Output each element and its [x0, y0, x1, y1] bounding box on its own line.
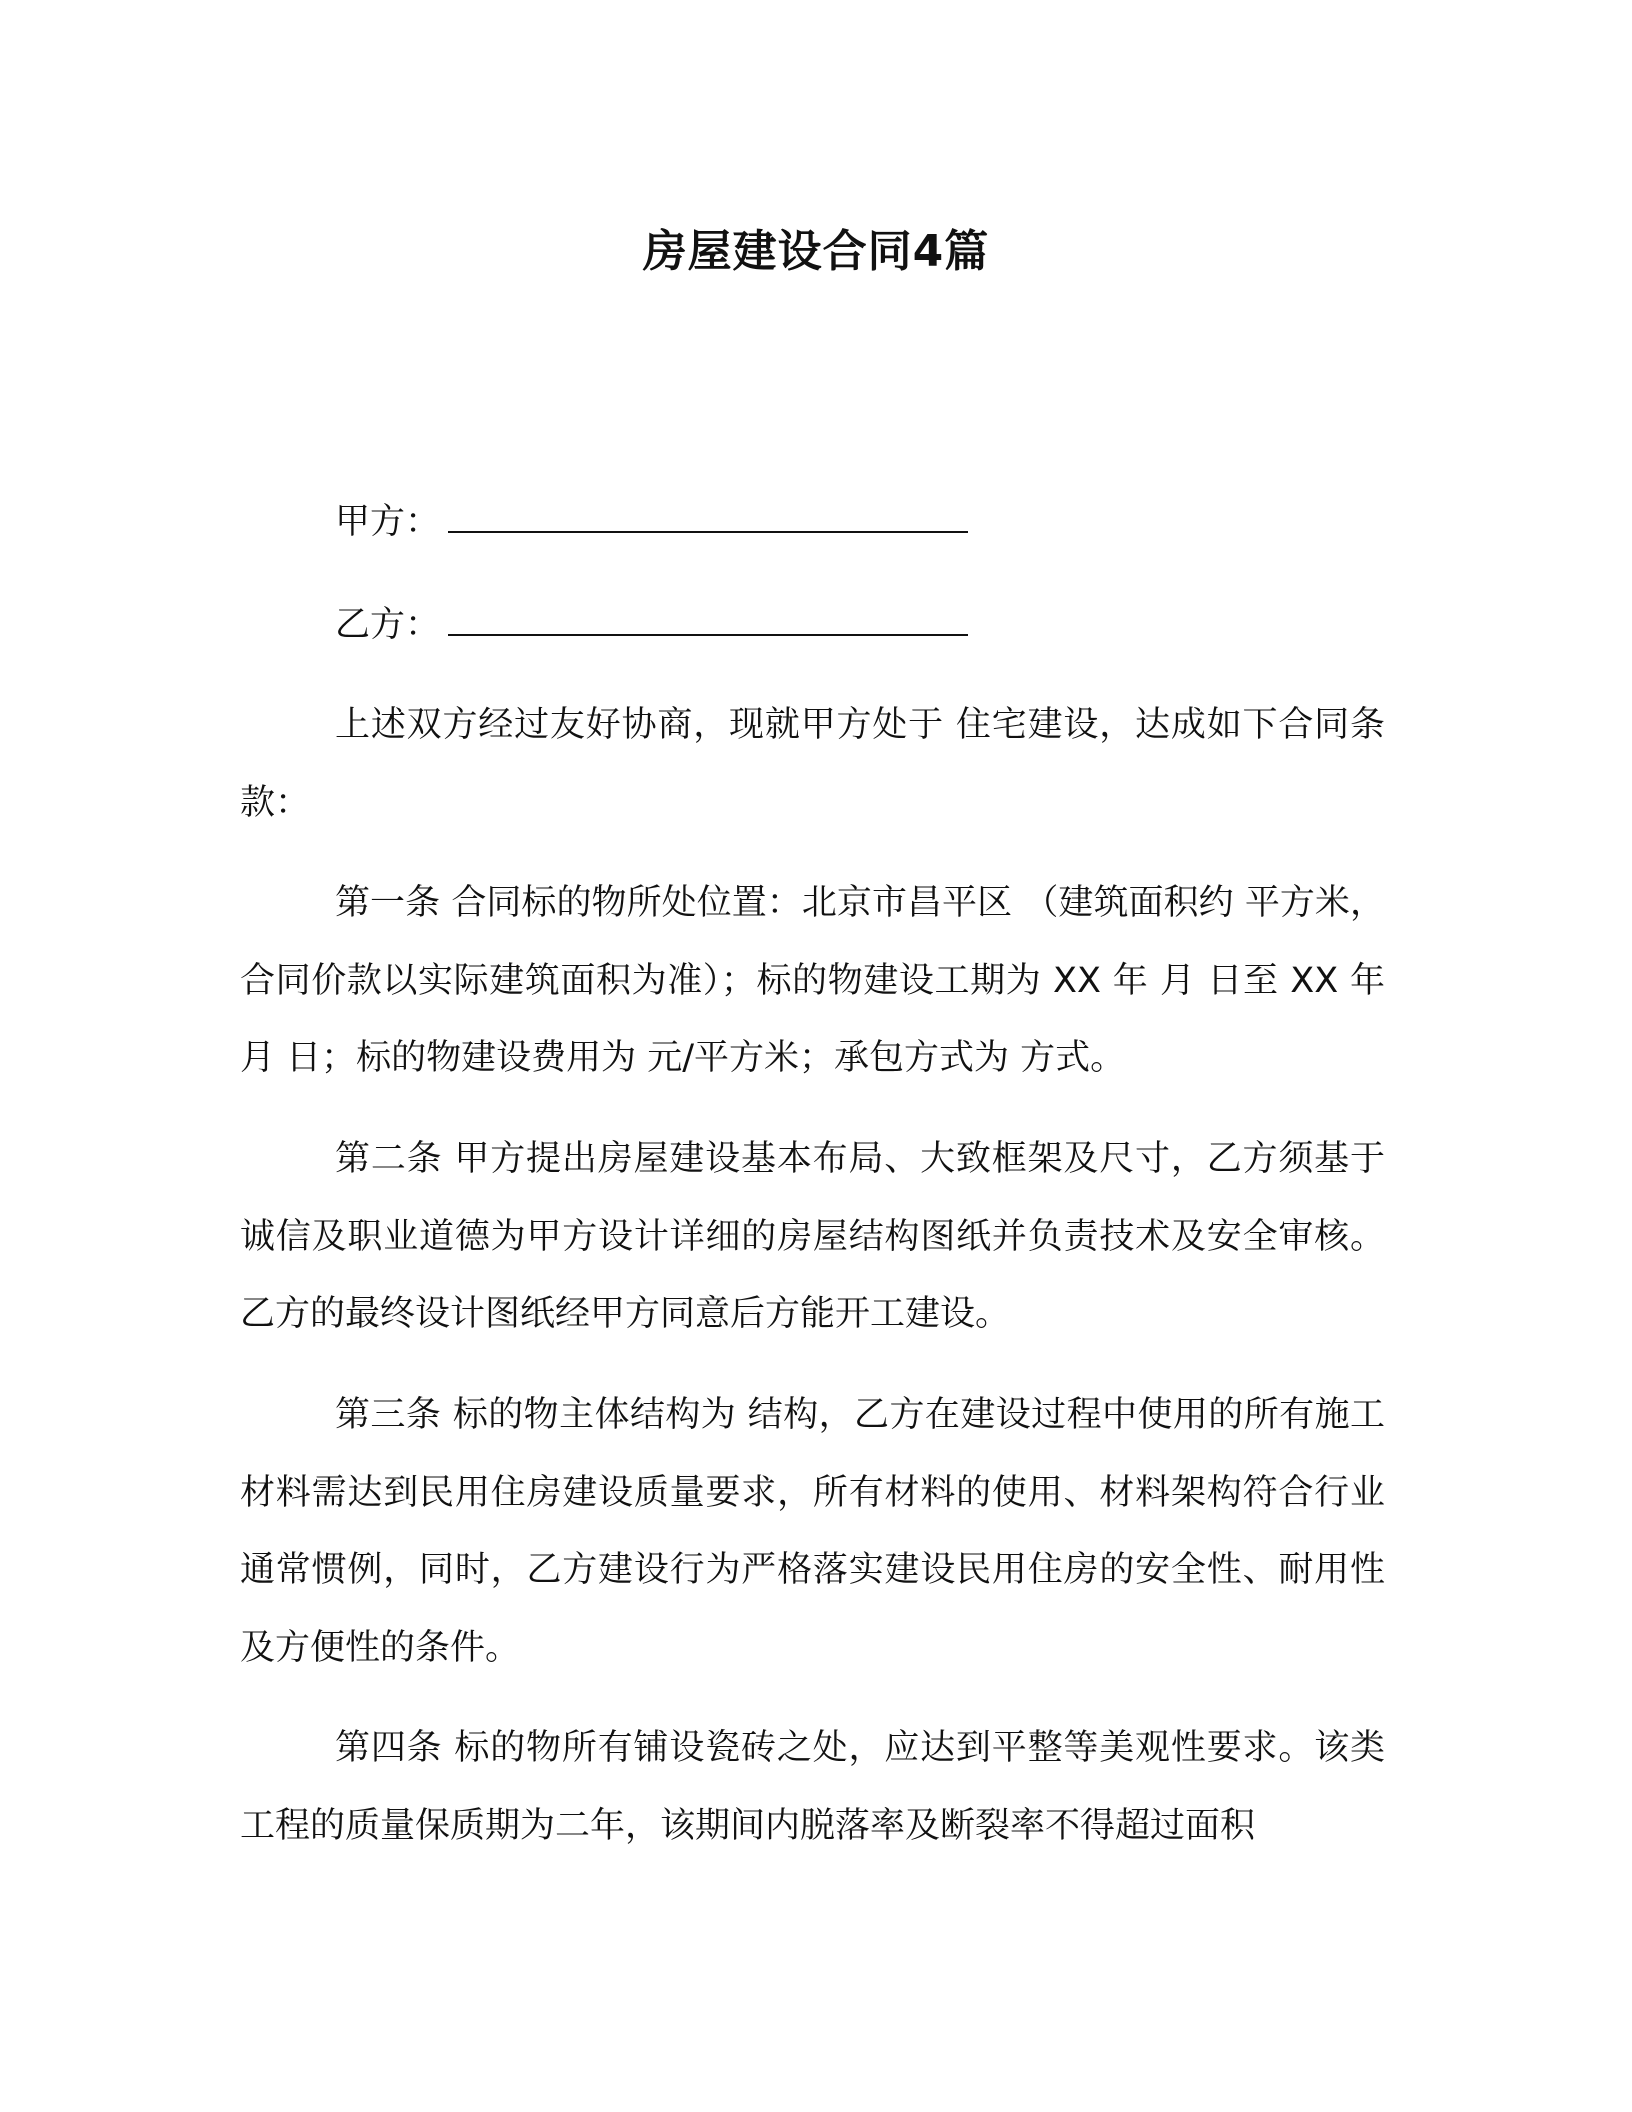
party-a-line — [335, 497, 968, 547]
article-3-paragraph: 第三条 标的物主体结构为 结构，乙方在建设过程中使用的所有施工材料需达到民用住房建设质量要求，所有材料的使用、材料架构符合行业通常惯例，同时，乙方建设行为严格落实建设民用住房的安全性、耐用性及方便性的条件。 — [240, 1395, 1385, 1668]
article-4-paragraph: 第四条 标的物所有铺设瓷砖之处，应达到平整等美观性要求。该类工程的质量保质期为二年，该期间内脱落率及断裂率不得超过面积 — [240, 1728, 1385, 1846]
party-b-label: 乙方： — [335, 605, 441, 645]
article-2-paragraph: 第二条 甲方提出房屋建设基本布局、大致框架及尺寸，乙方须基于诚信及职业道德为甲方设计详细的房屋结构图纸并负责技术及安全审核。乙方的最终设计图纸经甲方同意后方能开工建设。 — [240, 1139, 1385, 1334]
intro-paragraph: 上述双方经过友好协商，现就甲方处于 住宅建设，达成如下合同条款： — [240, 705, 1385, 823]
article-1-paragraph: 第一条 合同标的物所处位置：北京市昌平区 （建筑面积约 平方米，合同价款以实际建筑面积为准）；标的物建设工期为 XX 年 月 日至 XX 年 月 日；标的物建设费用为 元/平方米；承包方式为 方式。 — [240, 883, 1385, 1078]
party-a-blank — [448, 525, 968, 533]
party-b-blank — [448, 628, 968, 636]
document-title: 房屋建设合同4篇 — [642, 226, 990, 277]
party-a-label: 甲方： — [335, 502, 441, 542]
party-b-line — [335, 600, 968, 650]
